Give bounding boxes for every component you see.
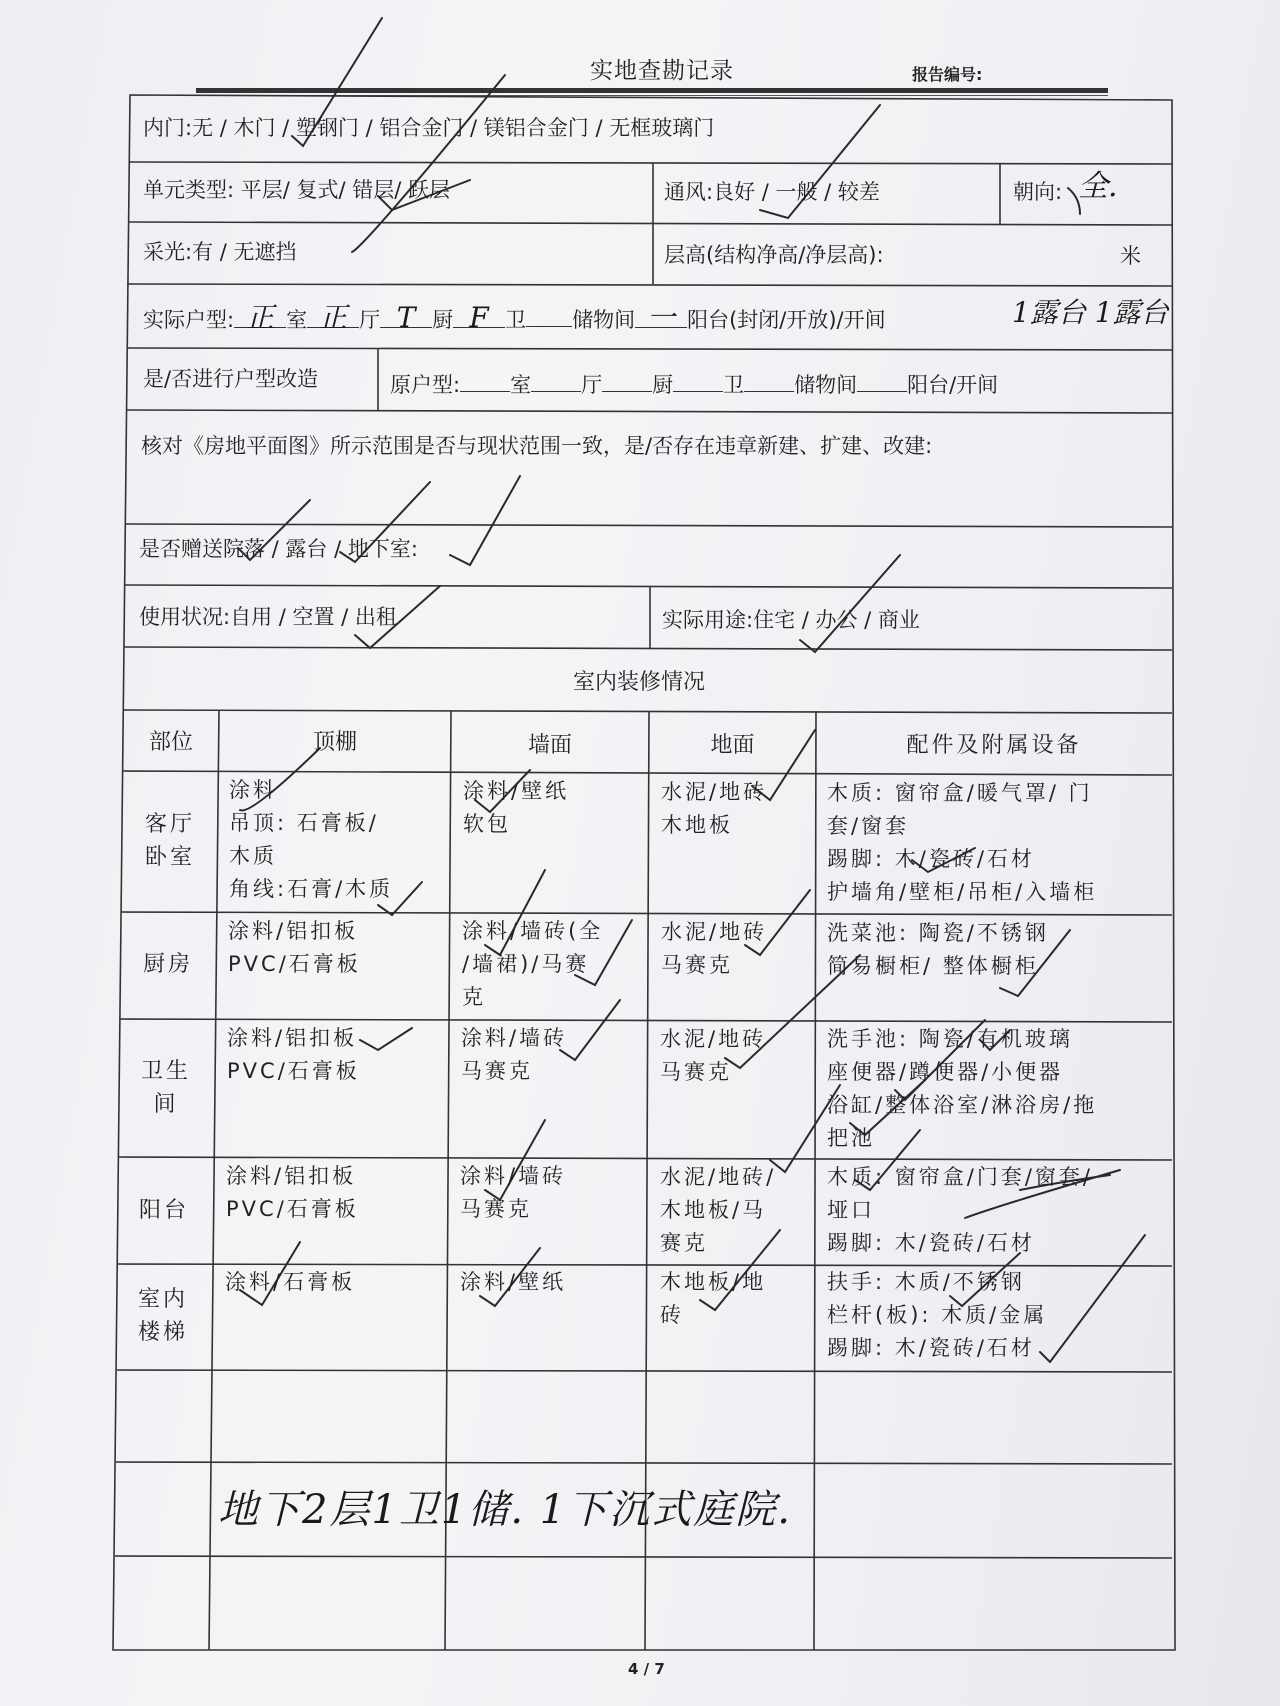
fittings-line: 洗菜池: 陶瓷/不锈钢 — [827, 921, 1049, 945]
kitchen-label: 厨 — [432, 308, 454, 332]
ventilation-row: 通风:良好 / 一般 / 较差 — [664, 180, 880, 204]
floor-height-row: 层高(结构净高/净层高): — [664, 243, 884, 267]
ceiling-kitchen — [228, 915, 361, 981]
part-line: 室内 — [137, 1287, 188, 1312]
floor-height-unit: 米 — [1120, 244, 1141, 268]
ceiling-line: PVC/石膏板 — [226, 1197, 359, 1221]
storage-label: 储物间 — [572, 308, 636, 332]
page-number: 4 / 7 — [628, 1660, 665, 1678]
col-wall: 墙面 — [527, 733, 572, 758]
fittings-line: 垭口 — [827, 1198, 875, 1222]
balcony-label: 阳台(封闭/开放)/开间 — [687, 308, 886, 332]
wall-bathroom — [461, 1022, 567, 1088]
ceiling-line: 角线:石膏/木质 — [229, 877, 394, 901]
verify-row: 核对《房地平面图》所示范围是否与现状范围一致，是/否存在违章新建、扩建、改建: — [141, 434, 933, 458]
part-line: 客厅 — [144, 812, 195, 837]
decoration-title: 室内装修情况 — [573, 670, 706, 695]
orig-bath-label: 卫 — [723, 373, 745, 397]
fittings-bathroom — [827, 1023, 1097, 1155]
col-fittings: 配件及附属设备 — [906, 733, 1082, 758]
floor-line: 马赛克 — [660, 1060, 732, 1084]
original-layout-row — [390, 365, 998, 402]
ceiling-living — [229, 774, 393, 906]
floor-line: 水泥/地砖/ — [660, 1165, 777, 1189]
blank — [460, 365, 510, 392]
actual-use-row: 实际用途:住宅 / 办公 / 商业 — [662, 608, 920, 632]
ceiling-line: 涂料/铝扣板 — [228, 919, 359, 943]
handwritten-note: 地下2层1卫1储. 1下沉式庭院. — [218, 1487, 792, 1533]
floor-line: 水泥/地砖 — [661, 920, 768, 944]
actual-room-value: 正 — [234, 301, 286, 328]
fittings-line: 护墙角/壁柜/吊柜/入墙柜 — [827, 880, 1098, 904]
fittings-line: 扶手: 木质/不锈钢 — [827, 1270, 1025, 1294]
floor-bathroom — [660, 1023, 766, 1089]
part-kitchen — [122, 948, 214, 981]
ceiling-stairs — [225, 1266, 355, 1299]
fittings-line: 把池 — [827, 1126, 875, 1150]
ceiling-balcony — [226, 1160, 359, 1226]
bath-label: 卫 — [505, 308, 527, 332]
ceiling-line: 木质 — [229, 844, 277, 868]
floor-stairs — [660, 1266, 766, 1332]
part-balcony — [118, 1194, 210, 1227]
ceiling-line: 涂料/石膏板 — [225, 1270, 356, 1294]
actual-layout-row — [143, 300, 886, 337]
actual-layout-handwritten: 1露台 1露台 — [1012, 296, 1169, 329]
actual-layout-label: 实际户型: — [143, 308, 235, 332]
ceiling-line: 涂料/铝扣板 — [227, 1026, 358, 1050]
floor-line: 砖 — [660, 1303, 684, 1327]
wall-line: 涂料/壁纸 — [460, 1270, 567, 1294]
floor-line: 木地板/地 — [660, 1270, 767, 1294]
orig-kitchen-label: 厨 — [652, 373, 674, 397]
room-label: 室 — [286, 308, 308, 332]
floor-living — [661, 776, 767, 842]
floor-line: 木地板 — [661, 813, 733, 837]
part-line: 阳台 — [138, 1198, 189, 1223]
ceiling-line: 吊顶: 石膏板/ — [229, 811, 379, 835]
part-line: 卧室 — [144, 845, 195, 870]
fittings-line: 洗手池: 陶瓷/有机玻璃 — [827, 1027, 1073, 1051]
fittings-line: 木质: 窗帘盒/暖气罩/ 门 — [827, 781, 1093, 805]
wall-living — [463, 775, 569, 841]
fittings-line: 浴缸/整体浴室/淋浴房/拖 — [827, 1093, 1098, 1117]
usage-status-row: 使用状况:自用 / 空置 / 出租 — [139, 605, 397, 629]
fittings-line: 简易橱柜/ 整体橱柜 — [827, 954, 1039, 978]
fittings-stairs — [827, 1266, 1047, 1365]
part-line: 卫生 — [140, 1059, 191, 1084]
document-title: 实地查勘记录 — [590, 58, 734, 84]
part-bathroom — [120, 1055, 212, 1121]
floor-kitchen — [661, 916, 767, 982]
actual-hall-value: 正 — [307, 301, 359, 328]
orientation-value: 全. — [1078, 169, 1118, 204]
blank — [673, 365, 723, 392]
fittings-line: 踢脚: 木/瓷砖/石材 — [827, 1231, 1035, 1255]
gift-row: 是否赠送院落 / 露台 / 地下室: — [139, 537, 418, 561]
wall-stairs — [460, 1266, 566, 1299]
wall-line: 涂料/墙砖 — [460, 1164, 567, 1188]
floor-line: 木地板/马 — [660, 1198, 767, 1222]
part-line: 间 — [153, 1092, 179, 1117]
actual-kitchen-value: T — [380, 301, 432, 328]
part-stairs — [117, 1283, 209, 1349]
actual-bath-value: F — [453, 301, 505, 328]
orig-hall-label: 厅 — [581, 373, 603, 397]
orig-storage-label: 储物间 — [794, 373, 858, 397]
blank — [602, 365, 652, 392]
blank — [531, 365, 581, 392]
wall-balcony — [460, 1160, 566, 1226]
wall-line: 软包 — [463, 812, 511, 836]
fittings-line: 踢脚: 木/瓷砖/石材 — [827, 1336, 1035, 1360]
blank — [526, 300, 572, 327]
wall-kitchen — [462, 915, 603, 1014]
ceiling-bathroom — [227, 1022, 360, 1088]
blank — [857, 365, 907, 392]
floor-line: 赛克 — [660, 1231, 708, 1255]
wall-line: 涂料/墙砖(全 — [462, 919, 604, 943]
actual-storage-value: 一 — [635, 301, 687, 328]
fittings-line: 踢脚: 木/瓷砖/石材 — [827, 847, 1035, 871]
orientation-label: 朝向: — [1013, 180, 1063, 204]
fittings-balcony — [827, 1161, 1093, 1260]
part-line: 厨房 — [142, 952, 193, 977]
wall-line: 马赛克 — [460, 1197, 532, 1221]
col-part: 部位 — [148, 730, 193, 755]
renovation-row: 是/否进行户型改造 — [143, 367, 319, 391]
floor-balcony — [660, 1161, 776, 1260]
ceiling-line: PVC/石膏板 — [227, 1059, 360, 1083]
wall-line: 涂料/墙砖 — [461, 1026, 568, 1050]
fittings-living — [827, 777, 1097, 909]
ceiling-line: PVC/石膏板 — [228, 952, 361, 976]
orig-balcony-label: 阳台/开间 — [907, 373, 999, 397]
report-number-label: 报告编号: — [912, 65, 983, 84]
fittings-kitchen — [827, 917, 1049, 983]
fittings-line: 座便器/蹲便器/小便器 — [827, 1060, 1064, 1084]
ceiling-line: 涂料/铝扣板 — [226, 1164, 357, 1188]
ceiling-line: 涂料 — [229, 778, 277, 802]
part-living-bedroom — [124, 808, 216, 874]
floor-line: 水泥/地砖 — [661, 780, 768, 804]
floor-line: 水泥/地砖 — [660, 1027, 767, 1051]
wall-line: /墙裙)/马赛 — [462, 952, 590, 976]
blank — [744, 365, 794, 392]
wall-line: 克 — [462, 985, 486, 1009]
fittings-line: 木质: 窗帘盒/门套/窗套/ — [827, 1165, 1093, 1189]
part-line: 楼梯 — [137, 1320, 188, 1345]
col-floor: 地面 — [710, 733, 755, 758]
orig-room-label: 室 — [510, 373, 532, 397]
fittings-line: 套/窗套 — [827, 814, 910, 838]
fittings-line: 栏杆(板): 木质/金属 — [827, 1303, 1048, 1327]
lighting-row: 采光:有 / 无遮挡 — [143, 240, 297, 264]
inner-door-row: 内门:无 / 木门 / 塑钢门 / 铝合金门 / 镁铝合金门 / 无框玻璃门 — [143, 116, 715, 140]
unit-type-row: 单元类型: 平层/ 复式/ 错层/ 跃层 — [143, 178, 451, 202]
wall-line: 马赛克 — [461, 1059, 533, 1083]
hall-label: 厅 — [359, 308, 381, 332]
floor-line: 马赛克 — [661, 953, 733, 977]
col-ceiling: 顶棚 — [312, 730, 357, 755]
wall-line: 涂料/壁纸 — [463, 779, 570, 803]
original-layout-label: 原户型: — [390, 373, 461, 397]
